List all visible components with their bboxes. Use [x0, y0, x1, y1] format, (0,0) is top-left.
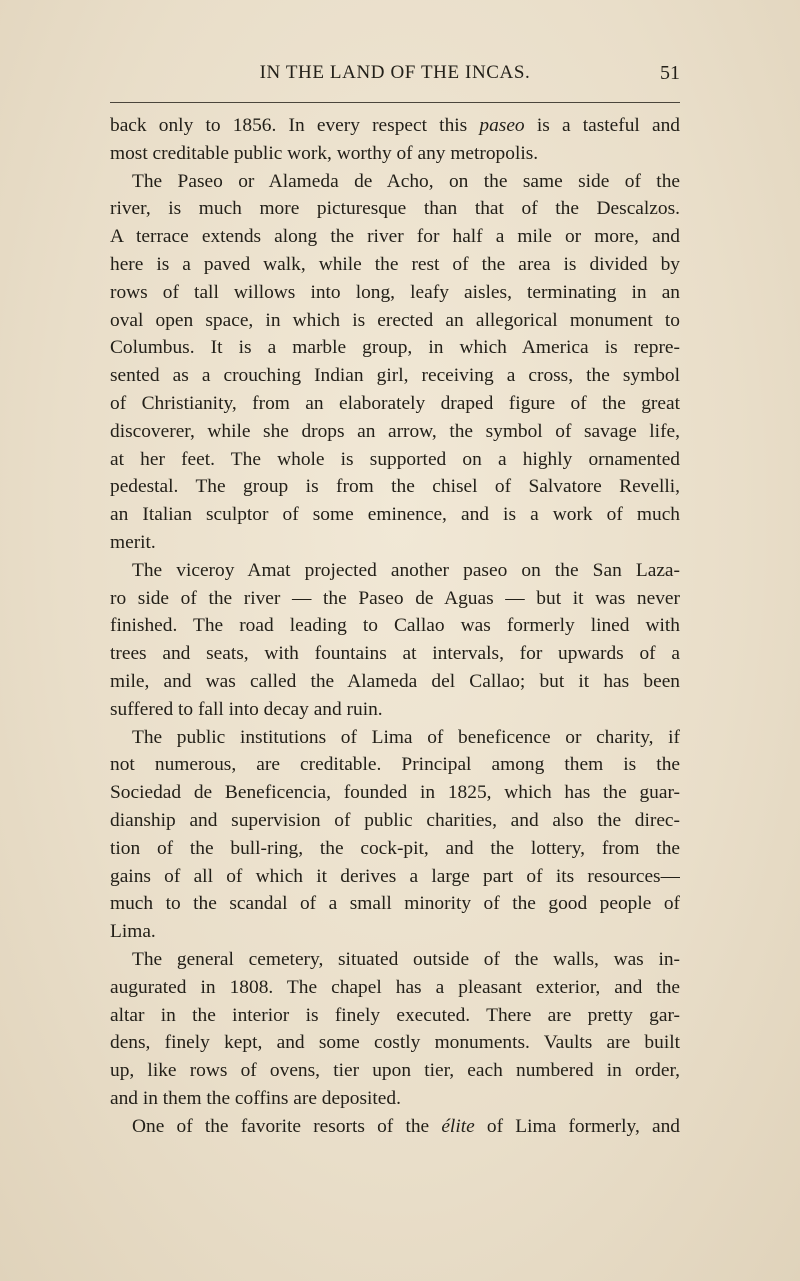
text-line	[110, 779, 680, 807]
text-line	[110, 307, 680, 335]
text-line-content: back only to 1856. In every respect this	[110, 115, 480, 136]
text-line	[110, 251, 680, 279]
page-number: 51	[660, 62, 680, 84]
header-rule	[110, 102, 680, 103]
text-line	[110, 223, 680, 251]
text-line-content: at her feet. The whole is supported on a highly ornamented	[110, 448, 680, 470]
text-line-content: The Paseo or Alameda de Acho, on the same side of the	[132, 170, 680, 192]
text-line	[110, 863, 680, 891]
text-line-content: Sociedad de Beneficencia, founded in 1825, which has the guar-	[110, 782, 680, 804]
text-line	[110, 362, 680, 390]
text-line-continuation: of Lima formerly, and	[474, 1115, 680, 1137]
italic-word: paseo	[479, 115, 525, 136]
text-line	[110, 751, 680, 779]
text-line-content: altar in the interior is finely executed. There are pretty gar-	[110, 1004, 680, 1026]
text-line	[110, 585, 680, 613]
text-line	[110, 501, 680, 529]
text-line	[110, 946, 680, 974]
text-line-content: gains of all of which it derives a large part of its resources—	[110, 865, 680, 887]
text-line	[110, 390, 680, 418]
text-line-content: A terrace extends along the river for half a mile or more, and	[110, 226, 680, 248]
text-line	[110, 974, 680, 1002]
text-line	[110, 640, 680, 668]
text-line-content: up, like rows of ovens, tier upon tier, each numbered in order,	[110, 1060, 680, 1082]
text-line-content: not numerous, are creditable. Principal among them is the	[110, 754, 680, 776]
text-line	[110, 334, 680, 362]
text-line	[110, 168, 680, 196]
text-line	[110, 112, 680, 140]
text-line-content: suffered to fall into decay and ruin.	[110, 698, 383, 720]
text-line-content: trees and seats, with fountains at intervals, for upwards of a	[110, 643, 680, 665]
text-line	[110, 557, 680, 585]
italic-word: élite	[441, 1115, 475, 1137]
running-title: IN THE LAND OF THE INCAS.	[259, 62, 531, 83]
text-line-content: pedestal. The group is from the chisel of Salvatore Revelli,	[110, 476, 680, 498]
text-line	[110, 807, 680, 835]
body-text	[110, 112, 680, 1140]
text-line	[110, 418, 680, 446]
text-line	[110, 918, 680, 946]
text-line-continuation: is a tasteful and	[524, 115, 680, 136]
text-line-content: augurated in 1808. The chapel has a pleasant exterior, and the	[110, 976, 680, 998]
text-line-content: mile, and was called the Alameda del Callao; but it has been	[110, 670, 680, 692]
text-line-content: The viceroy Amat projected another paseo on the San Laza-	[132, 559, 680, 581]
text-line	[110, 835, 680, 863]
text-line	[110, 724, 680, 752]
text-line	[110, 1029, 680, 1057]
text-line-content: and in them the coffins are deposited.	[110, 1087, 401, 1109]
text-line-content: dens, finely kept, and some costly monuments. Vaults are built	[110, 1032, 680, 1054]
text-line-content: here is a paved walk, while the rest of the area is divided by	[110, 253, 680, 275]
text-line	[110, 279, 680, 307]
text-line-content: tion of the bull-ring, the cock-pit, and the lottery, from the	[110, 837, 680, 859]
text-line	[110, 446, 680, 474]
text-line-content: One of the favorite resorts of the	[132, 1115, 442, 1137]
text-line-content: river, is much more picturesque than that of the Descalzos.	[110, 198, 680, 220]
text-line-content: Lima.	[110, 921, 156, 943]
text-line	[110, 612, 680, 640]
text-line-content: merit.	[110, 531, 156, 553]
text-line	[110, 1057, 680, 1085]
text-line	[110, 529, 680, 557]
text-line-content: sented as a crouching Indian girl, receiving a cross, the symbol	[110, 365, 680, 387]
text-line	[110, 1002, 680, 1030]
text-line	[110, 668, 680, 696]
text-line	[110, 890, 680, 918]
text-line-content: most creditable public work, worthy of any metropolis.	[110, 142, 539, 164]
text-line	[110, 140, 680, 168]
running-head	[110, 58, 680, 88]
text-line-content: Columbus. It is a marble group, in which America is repre-	[110, 337, 680, 359]
text-line-content: discoverer, while she drops an arrow, the symbol of savage life,	[110, 420, 680, 442]
text-line-content: finished. The road leading to Callao was formerly lined with	[110, 615, 680, 637]
text-line	[110, 473, 680, 501]
text-line-content: of Christianity, from an elaborately draped figure of the great	[110, 392, 680, 414]
text-line-content: ro side of the river — the Paseo de Aguas — but it was never	[110, 587, 680, 609]
text-line	[110, 696, 680, 724]
text-line-content: oval open space, in which is erected an allegorical monument to	[110, 309, 680, 331]
text-line-content: an Italian sculptor of some eminence, and is a work of much	[110, 504, 680, 526]
text-line-content: much to the scandal of a small minority of the good people of	[110, 893, 680, 915]
text-line	[110, 1113, 680, 1141]
text-line	[110, 195, 680, 223]
text-line-content: The general cemetery, situated outside of the walls, was in-	[132, 948, 680, 970]
text-line-content: rows of tall willows into long, leafy aisles, terminating in an	[110, 281, 680, 303]
text-line-content: The public institutions of Lima of beneficence or charity, if	[132, 726, 680, 748]
text-line	[110, 1085, 680, 1113]
text-line-content: dianship and supervision of public charities, and also the direc-	[110, 809, 680, 831]
